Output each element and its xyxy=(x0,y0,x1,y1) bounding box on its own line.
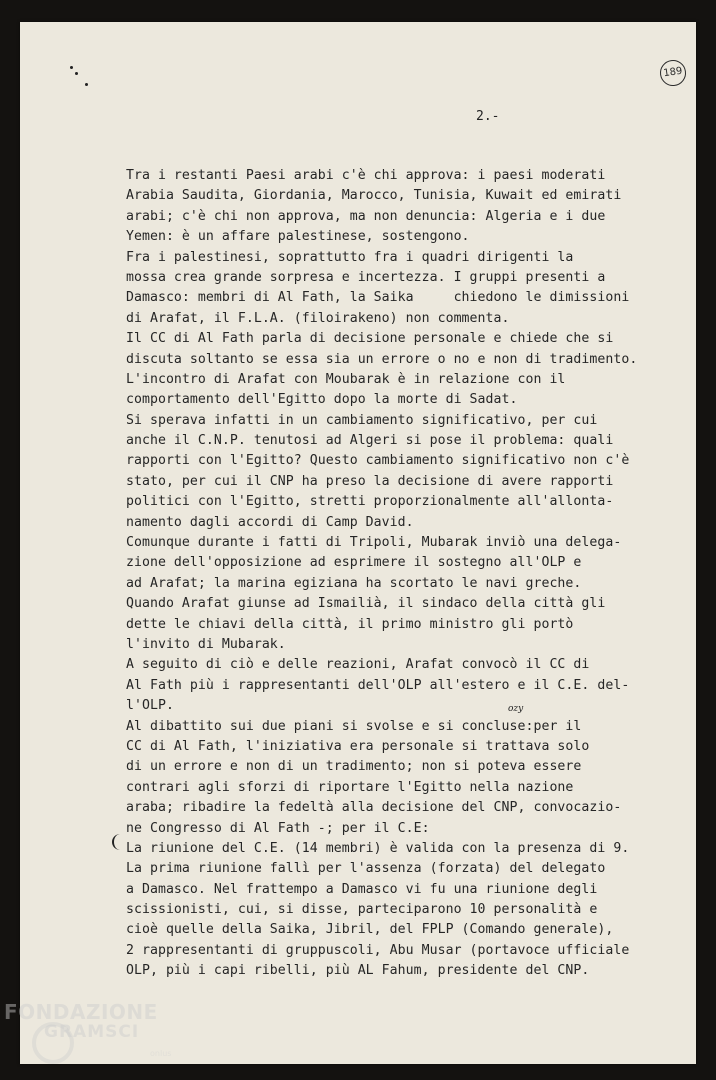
handwritten-note: ozy xyxy=(508,704,524,714)
text-line: di Arafat, il F.L.A. (filoirakeno) non commenta. xyxy=(126,310,510,326)
text-line: OLP, più i capi ribelli, più AL Fahum, presidente del CNP. xyxy=(126,963,590,979)
text-line: A seguito di ciò e delle reazioni, Arafat convocò il CC di xyxy=(126,657,590,673)
text-line: dette le chiavi della città, il primo ministro gli portò xyxy=(126,616,574,632)
text-line: Al dibattito sui due piani si svolse e si concluse:per il xyxy=(126,718,582,734)
text-line: contrari agli sforzi di riportare l'Egitto nella nazione xyxy=(126,779,574,795)
watermark-suffix: onlus xyxy=(150,1049,172,1058)
text-line: ne Congresso di Al Fath -; per il C.E: xyxy=(126,820,430,836)
text-line: l'OLP. xyxy=(126,698,174,714)
text-line: a Damasco. Nel frattempo a Damasco vi fu una riunione degli xyxy=(126,881,598,897)
stray-mark xyxy=(70,66,73,69)
text-line: Il CC di Al Fath parla di decisione personale e chiede che si xyxy=(126,331,614,347)
text-line: Comunque durante i fatti di Tripoli, Mubarak inviò una delega- xyxy=(126,535,622,551)
text-line: Yemen: è un affare palestinese, sostengono. xyxy=(126,229,470,245)
text-line: rapporti con l'Egitto? Questo cambiamento significativo non c'è xyxy=(126,453,630,469)
text-line: anche il C.N.P. tenutosi ad Algeri si pose il problema: quali xyxy=(126,433,614,449)
text-line: araba; ribadire la fedeltà alla decisione del CNP, convocazio- xyxy=(126,800,622,816)
text-line: namento dagli accordi di Camp David. xyxy=(126,514,414,530)
watermark-logo xyxy=(4,1000,172,1058)
text-line: scissionisti, cui, si disse, parteciparono 10 personalità e xyxy=(126,902,598,918)
document-body xyxy=(126,166,686,982)
page-number: 2.- xyxy=(476,109,500,124)
text-line: cioè quelle della Saika, Jibril, del FPLP (Comando generale), xyxy=(126,922,614,938)
text-line: l'invito di Mubarak. xyxy=(126,636,286,652)
text-line: Al Fath più i rappresentanti dell'OLP all'estero e il C.E. del- xyxy=(126,677,630,693)
text-line: 2 rappresentanti di gruppuscoli, Abu Musar (portavoce ufficiale xyxy=(126,942,630,958)
text-line: arabi; c'è chi non approva, ma non denuncia: Algeria e i due xyxy=(126,208,606,224)
text-line: comportamento dell'Egitto dopo la morte di Sadat. xyxy=(126,392,518,408)
text-line: Arabia Saudita, Giordania, Marocco, Tunisia, Kuwait ed emirati xyxy=(126,188,622,204)
text-line: Tra i restanti Paesi arabi c'è chi approva: i paesi moderati xyxy=(126,168,606,183)
text-line: L'incontro di Arafat con Moubarak è in relazione con il xyxy=(126,371,566,387)
text-line: La riunione del C.E. (14 membri) è valida con la presenza di 9. xyxy=(126,840,630,856)
text-line: ad Arafat; la marina egiziana ha scortato le navi greche. xyxy=(126,575,582,591)
text-line: Quando Arafat giunse ad Ismailià, il sindaco della città gli xyxy=(126,596,606,612)
text-line: La prima riunione fallì per l'assenza (forzata) del delegato xyxy=(126,861,606,877)
handwritten-margin-mark xyxy=(112,834,128,850)
text-line: stato, per cui il CNP ha preso la decisione di avere rapporti xyxy=(126,473,614,489)
archive-number-stamp: 189 xyxy=(658,58,687,87)
stray-mark xyxy=(85,83,88,86)
text-line: Si sperava infatti in un cambiamento significativo, per cui xyxy=(126,412,598,428)
text-line: discuta soltanto se essa sia un errore o no e non di tradimento. xyxy=(126,351,638,367)
text-line: politici con l'Egitto, stretti proporzionalmente all'allonta- xyxy=(126,494,614,510)
text-line: Fra i palestinesi, soprattutto fra i quadri dirigenti la xyxy=(126,249,574,265)
text-line: mossa crea grande sorpresa e incertezza. I gruppi presenti a xyxy=(126,269,606,285)
watermark-line1: FONDAZIONE xyxy=(4,1000,158,1024)
text-line: zione dell'opposizione ad esprimere il sostegno all'OLP e xyxy=(126,555,582,571)
text-line: Damasco: membri di Al Fath, la Saika chiedono le dimissioni xyxy=(126,290,630,306)
watermark-line2: GRAMSCI xyxy=(44,1022,140,1042)
text-line: di un errore e non di un tradimento; non si poteva essere xyxy=(126,759,582,775)
text-line: CC di Al Fath, l'iniziativa era personale si trattava solo xyxy=(126,738,590,754)
stray-mark xyxy=(75,72,78,75)
